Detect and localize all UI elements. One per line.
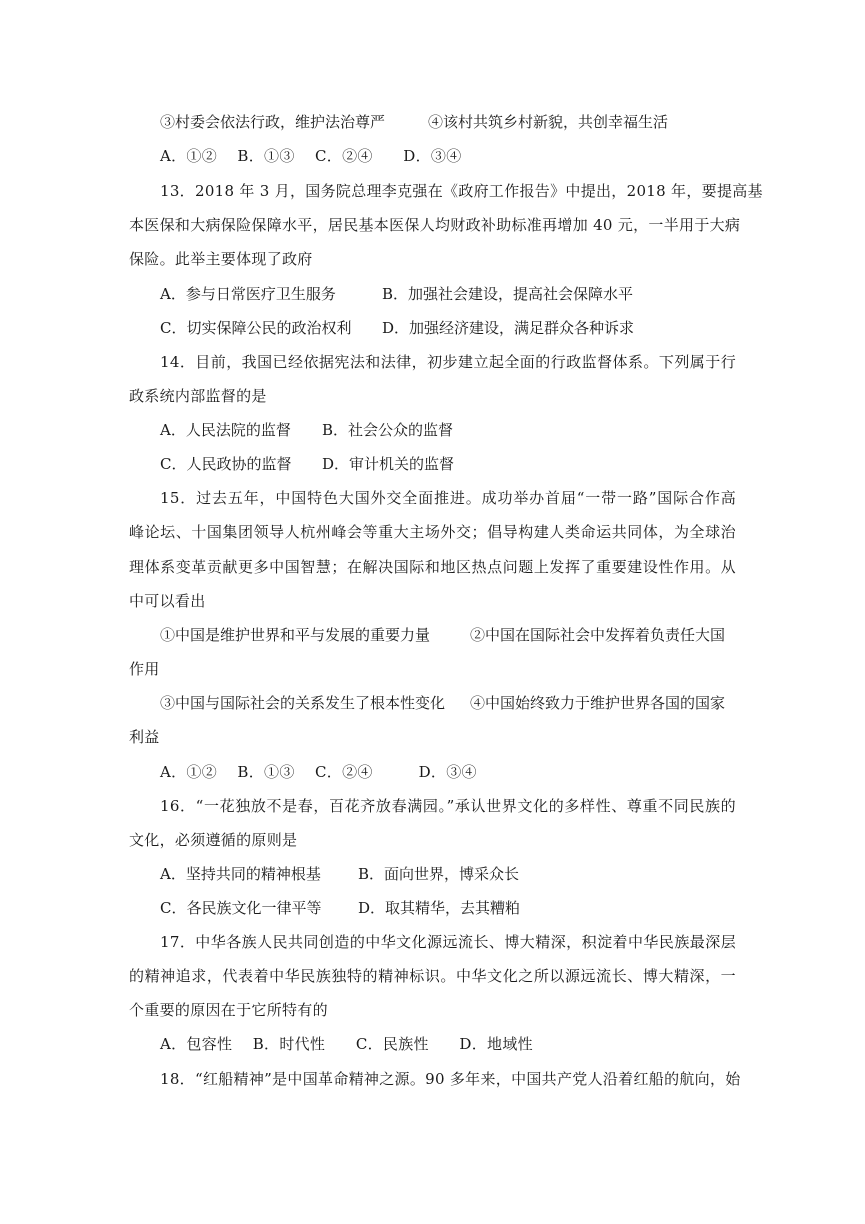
q16-option-c: C．各民族文化一律平等 (160, 899, 322, 917)
q15-statement-4-continued: 利益 (129, 728, 160, 746)
q14-stem-line-1: 14．目前，我国已经依据宪法和法律，初步建立起全面的行政监督体系。下列属于行 (160, 353, 736, 371)
q15-statement-4: ④中国始终致力于维护世界各国的国家 (470, 694, 726, 712)
q15-stem-line-1: 15．过去五年，中国特色大国外交全面推进。成功举办首届“一带一路”国际合作高 (160, 489, 736, 507)
q15-stem-line-4: 中可以看出 (129, 592, 206, 610)
q16-option-d: D．取其精华，去其糟粕 (358, 899, 521, 917)
q15-statement-2: ②中国在国际社会中发挥着负责任大国 (470, 626, 726, 644)
q16-stem-line-2: 文化，必须遵循的原则是 (129, 831, 298, 849)
q17-options: A．包容性 B．时代性 C．民族性 D．地域性 (160, 1035, 533, 1053)
q13-stem-line-3: 保险。此举主要体现了政府 (129, 250, 313, 268)
q15-statement-1: ①中国是维护世界和平与发展的重要力量 (160, 626, 431, 644)
q15-statement-3: ③中国与国际社会的关系发生了根本性变化 (160, 694, 446, 712)
q17-stem-line-3: 个重要的原因在于它所特有的 (129, 1001, 328, 1019)
q13-option-d: D．加强经济建设，满足群众各种诉求 (382, 319, 635, 337)
q16-option-b: B．面向世界，博采众长 (358, 865, 520, 883)
q14-option-d: D．审计机关的监督 (322, 455, 455, 473)
q12-statement-3: ③村委会依法行政，维护法治尊严 (160, 113, 386, 131)
q14-option-a: A．人民法院的监督 (160, 421, 291, 439)
q15-statement-2-continued: 作用 (129, 660, 160, 678)
q16-option-a: A．坚持共同的精神根基 (160, 865, 321, 883)
q16-stem-line-1: 16．“一花独放不是春，百花齐放春满园。”承认世界文化的多样性、尊重不同民族的 (160, 797, 736, 815)
q12-statement-4: ④该村共筑乡村新貌，共创幸福生活 (428, 113, 669, 131)
q17-stem-line-1: 17．中华各族人民共同创造的中华文化源远流长、博大精深，积淀着中华民族最深层 (160, 933, 736, 951)
q13-stem-line-2: 本医保和大病保险保障水平，居民基本医保人均财政补助标准再增加 40 元，一半用于大病 (129, 216, 741, 234)
q13-stem-line-1: 13．2018 年 3 月，国务院总理李克强在《政府工作报告》中提出，2018 年，要提高基 (160, 182, 763, 200)
q13-option-b: B．加强社会建设，提高社会保障水平 (382, 285, 634, 303)
q14-option-c: C．人民政协的监督 (160, 455, 292, 473)
q12-options: A．①② B．①③ C．②④ D．③④ (160, 147, 462, 165)
q15-options: A．①② B．①③ C．②④ D．③④ (160, 763, 477, 781)
q17-stem-line-2: 的精神追求，代表着中华民族独特的精神标识。中华文化之所以源远流长、博大精深，一 (129, 967, 736, 985)
q13-option-a: A．参与日常医疗卫生服务 (160, 285, 336, 303)
q14-option-b: B．社会公众的监督 (322, 421, 454, 439)
q18-stem-line-1: 18．“红船精神”是中国革命精神之源。90 多年来，中国共产党人沿着红船的航向，始 (160, 1070, 741, 1088)
q15-stem-line-2: 峰论坛、十国集团领导人杭州峰会等重大主场外交；倡导构建人类命运共同体，为全球治 (129, 523, 736, 541)
q14-stem-line-2: 政系统内部监督的是 (129, 387, 267, 405)
q15-stem-line-3: 理体系变革贡献更多中国智慧；在解决国际和地区热点问题上发挥了重要建设性作用。从 (129, 558, 736, 576)
q13-option-c: C．切实保障公民的政治权利 (160, 319, 352, 337)
